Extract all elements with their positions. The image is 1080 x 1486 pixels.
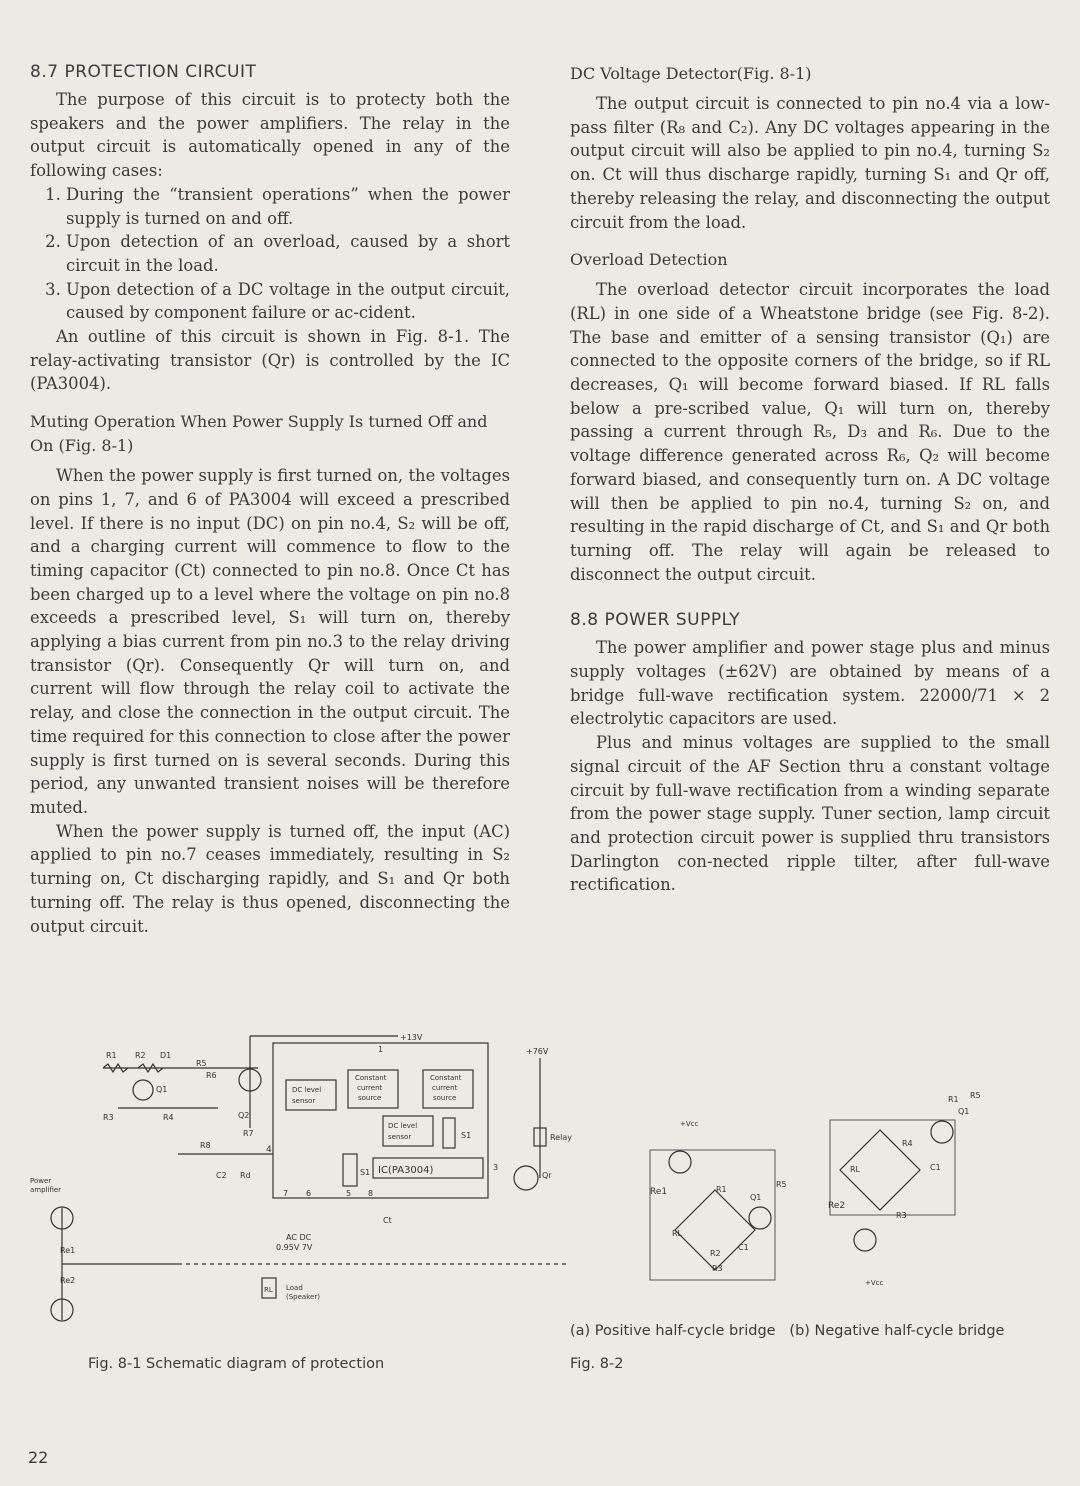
label-vcc-a: +Vcc bbox=[680, 1120, 699, 1128]
label-pin4: 4 bbox=[266, 1145, 272, 1155]
label-s1: S1 bbox=[360, 1168, 371, 1177]
label-dc-sensor2b: sensor bbox=[388, 1133, 412, 1141]
label-r1-b: R1 bbox=[948, 1095, 959, 1104]
label-c1-b: C1 bbox=[930, 1163, 941, 1172]
label-load: Load bbox=[286, 1284, 303, 1292]
label-pin8: 8 bbox=[368, 1189, 374, 1198]
label-re1: Re1 bbox=[60, 1246, 76, 1255]
muting-heading: Muting Operation When Power Supply Is turned Off and On (Fig. 8-1) bbox=[30, 412, 488, 456]
label-r1: R1 bbox=[106, 1051, 117, 1060]
power-paragraph-1: The power amplifier and power stage plus and minus supply voltages (±62V) are obtained by means of a bridge full-wave rectification system. 22000/71 × 2 electrolytic capacitors are used. bbox=[570, 638, 1050, 729]
dc-sensor-block-2 bbox=[383, 1116, 433, 1146]
outline-paragraph: An outline of this circuit is shown in Fig. 8-1. The relay-activating transistor (Qr) is controlled by the IC (PA3004). bbox=[30, 327, 510, 394]
label-q1: Q1 bbox=[156, 1085, 168, 1094]
label-r7: R7 bbox=[243, 1129, 254, 1138]
muting-paragraph-1: When the power supply is first turned on, the voltages on pins 1, 7, and 6 of PA3004 will exceed a prescribed level. If there is no input (DC) on pin no.4, S₂ will be off, and a charging current will commence to flow to the timing capacitor (Ct) connected to pin no.8. Once Ct has been charged up to a level where the voltage on pin no.8 exceeds a prescribed level, S₁ will turn on, thereby applying a bias current from pin no.3 to the relay driving transistor (Qr). Consequently Qr will turn on, and current will flow through the relay coil to activate the relay, and close the connection in the output circuit. The time required for this connection to close after the power supply is first turned on is several seconds. During this period, any unwanted transient noises will be therefore muted. bbox=[30, 466, 510, 817]
dc-sensor-block-1 bbox=[286, 1080, 336, 1110]
figure-8-2-caption: Fig. 8-2 bbox=[570, 1356, 624, 1372]
label-rl: RL bbox=[264, 1286, 273, 1294]
power-paragraph-2: Plus and minus voltages are supplied to the small signal circuit of the AF Section thru a constant voltage circuit by full-wave rectification from a winding separate from the power stage supply. Tuner section, lamp circuit and protection circuit power is supplied thru transistors Darlington con-nected ripple tilter, after full-wave rectification. bbox=[570, 733, 1050, 895]
case-list bbox=[30, 183, 510, 325]
label-rl-a: RL bbox=[672, 1229, 683, 1238]
label-c2: C2 bbox=[216, 1171, 227, 1180]
label-dc-sensor1: DC level bbox=[292, 1086, 322, 1094]
label-r2-a: R2 bbox=[710, 1249, 721, 1258]
label-r3: R3 bbox=[103, 1113, 114, 1122]
label-c1-a: C1 bbox=[738, 1243, 749, 1252]
intro-paragraph: The purpose of this circuit is to protecty both the speakers and the power amplifiers. The relay in the output circuit is automatically opened in any of the following cases: bbox=[30, 90, 510, 181]
label-pin7: 7 bbox=[283, 1189, 289, 1198]
label-r6: R6 bbox=[206, 1071, 217, 1080]
case-item: 3. Upon detection of a DC voltage in the output circuit, caused by component failure or ac-cident. bbox=[66, 278, 510, 325]
label-const2c: source bbox=[433, 1094, 457, 1102]
protection-schematic bbox=[28, 1028, 588, 1348]
label-re2: Re2 bbox=[60, 1276, 76, 1285]
label-pin5: 5 bbox=[346, 1189, 352, 1198]
muting-paragraph-2: When the power supply is turned off, the input (AC) applied to pin no.7 ceases immediately, resulting in S₂ turning on, Ct discharging rapidly, and S₁ and Qr both turning off. The relay is thus opened, disconnecting the output circuit. bbox=[30, 821, 510, 936]
label-const1c: source bbox=[358, 1094, 382, 1102]
label-q1-b: Q1 bbox=[958, 1107, 970, 1116]
page-number: 22 bbox=[28, 1448, 49, 1467]
label-const2a: Constant bbox=[430, 1074, 462, 1082]
transistor-q1-icon bbox=[133, 1080, 153, 1100]
label-pin3: 3 bbox=[493, 1163, 499, 1172]
label-re2-b: Re2 bbox=[828, 1201, 846, 1211]
label-q2: Q2 bbox=[238, 1111, 250, 1120]
label-r3-b: R3 bbox=[896, 1211, 907, 1220]
caption-b: (b) Negative half-cycle bridge bbox=[789, 1323, 1005, 1339]
label-d1: D1 bbox=[160, 1051, 172, 1060]
label-rd: Rd bbox=[240, 1171, 251, 1180]
label-relay: Relay bbox=[550, 1133, 572, 1142]
transistor-qr-icon bbox=[514, 1166, 538, 1190]
transistor-b-icon bbox=[854, 1229, 876, 1251]
dc-detector-paragraph: The output circuit is connected to pin no.4 via a low-pass filter (R₈ and C₂). Any DC voltages appearing in the output circuit will also be applied to pin no.4, turning S₂ on. Ct will thus discharge rapidly, turning S₁ and Qr off, thereby releasing the relay, and disconnecting the output circuit from the load. bbox=[570, 94, 1050, 232]
caption-a: (a) Positive half-cycle bridge bbox=[570, 1323, 776, 1339]
figure-8-2-subcaptions bbox=[570, 1323, 1070, 1339]
label-q1-a: Q1 bbox=[750, 1193, 762, 1202]
label-s2: S1 bbox=[461, 1131, 472, 1140]
label-dc-sensor1b: sensor bbox=[292, 1097, 316, 1105]
case-item: 1. During the “transient operations” when the power supply is turned on and off. bbox=[66, 183, 510, 230]
label-const1a: Constant bbox=[355, 1074, 387, 1082]
label-r5-b: R5 bbox=[970, 1091, 981, 1100]
label-v3: +13V bbox=[400, 1033, 423, 1042]
label-r5-a: R5 bbox=[776, 1180, 787, 1189]
label-vcc-b: +Vcc bbox=[865, 1279, 884, 1287]
label-v76: +76V bbox=[526, 1047, 549, 1056]
label-r1-a: R1 bbox=[716, 1185, 727, 1194]
label-r8: R8 bbox=[200, 1141, 211, 1150]
section-heading-protection: 8.7 PROTECTION CIRCUIT bbox=[30, 62, 257, 82]
label-dc-sensor2: DC level bbox=[388, 1122, 418, 1130]
overload-heading: Overload Detection bbox=[570, 250, 728, 270]
label-power-amp: Power bbox=[30, 1177, 52, 1185]
label-v-readout: 0.95V 7V bbox=[276, 1243, 313, 1252]
label-r4-b: R4 bbox=[902, 1139, 913, 1148]
label-ct: Ct bbox=[383, 1216, 392, 1225]
section-heading-power: 8.8 POWER SUPPLY bbox=[570, 610, 741, 631]
label-qr: Qr bbox=[542, 1171, 552, 1180]
label-const1b: current bbox=[357, 1084, 383, 1092]
label-pin6: 6 bbox=[306, 1189, 312, 1198]
bridge-diagrams bbox=[640, 1090, 1060, 1300]
dc-detector-heading: DC Voltage Detector(Fig. 8-1) bbox=[570, 64, 812, 83]
label-r4: R4 bbox=[163, 1113, 174, 1122]
label-ac-dc: AC DC bbox=[286, 1233, 312, 1242]
label-rl-b: RL bbox=[850, 1165, 861, 1174]
label-r2: R2 bbox=[135, 1051, 146, 1060]
label-load-b: (Speaker) bbox=[286, 1293, 320, 1301]
label-r5: R5 bbox=[196, 1059, 207, 1068]
transistor-q1-b-icon bbox=[931, 1121, 953, 1143]
case-item: 2. Upon detection of an overload, caused by a short circuit in the load. bbox=[66, 230, 510, 277]
label-pin1: 1 bbox=[378, 1045, 384, 1054]
left-column bbox=[30, 58, 510, 938]
bridge-a bbox=[675, 1190, 755, 1270]
switch-s2-icon bbox=[443, 1118, 455, 1148]
right-column bbox=[570, 58, 1050, 897]
switch-s1-icon bbox=[343, 1154, 357, 1186]
label-power-amp-b: amplifier bbox=[30, 1186, 62, 1194]
label-re1-a: Re1 bbox=[650, 1187, 668, 1197]
label-r3-a: R3 bbox=[712, 1264, 723, 1273]
transistor-q1-a-icon bbox=[749, 1207, 771, 1229]
transistor-a-icon bbox=[669, 1151, 691, 1173]
label-ic: IC(PA3004) bbox=[378, 1165, 434, 1176]
figure-8-1-caption: Fig. 8-1 Schematic diagram of protection bbox=[88, 1356, 385, 1372]
label-const2b: current bbox=[432, 1084, 458, 1092]
overload-paragraph: The overload detector circuit incorporates the load (RL) in one side of a Wheatstone bridge (see Fig. 8-2). The base and emitter of a sensing transistor (Q₁) are connected to the opposite corners of the bridge, so if RL decreases, Q₁ will become forward biased. If RL falls below a pre-scribed value, Q₁ will turn on, thereby passing a current through R₅, D₃ and R₆. Due to the voltage difference generated across R₆, Q₂ will become forward biased, and consequently turn on. A DC voltage will then be applied to pin no.4, turning S₂ on, and resulting in the rapid discharge of Ct, and S₁ and Qr both turning off. The relay will again be released to disconnect the output circuit. bbox=[570, 280, 1050, 584]
